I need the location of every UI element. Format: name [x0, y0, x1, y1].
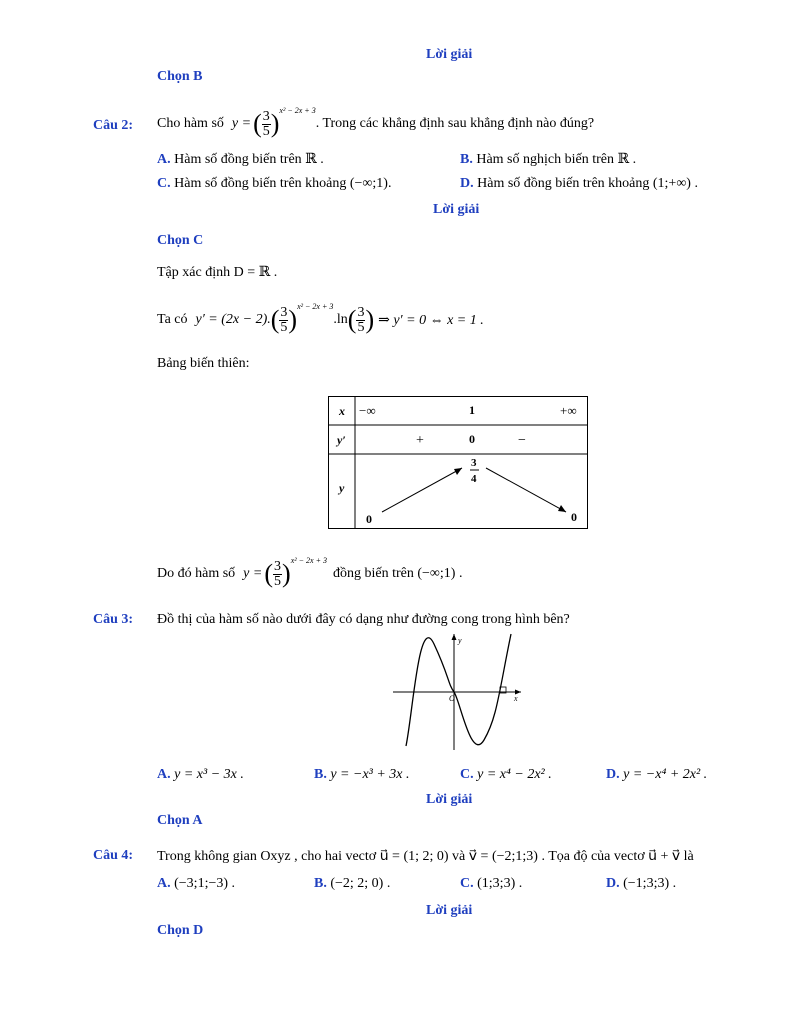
conclusion-text: đồng biến trên (−∞;1) . — [332, 566, 463, 581]
derivative-text: Ta có — [157, 312, 188, 327]
base-fraction: $\frac{3}{5}$ — [274, 558, 282, 589]
decreasing-arrow — [486, 468, 566, 512]
derivative-result: ⇒ y′ = 0 ⇔ x = 1 . — [378, 312, 484, 328]
conclusion-text: Do đó hàm số — [157, 566, 236, 581]
conclusion-line — [157, 553, 462, 595]
exponent: x² − 2x + 3 — [279, 105, 316, 115]
answer-choice: Chọn B — [157, 69, 203, 84]
paren-close: ) — [365, 305, 375, 334]
exponent: x² − 2x + 3 — [297, 301, 334, 311]
paren-open: ( — [253, 109, 262, 138]
option-d: D. Hàm số đồng biến trên khoảng (1;+∞) . — [460, 176, 698, 191]
paren-close: ) — [282, 559, 291, 588]
option-b: B. y = −x³ + 3x . — [314, 767, 410, 782]
y-max-denominator: 4 — [471, 473, 477, 485]
option-b: B. (−2; 2; 0) . — [314, 876, 391, 891]
option-a: A. Hàm số đồng biến trên ℝ . — [157, 152, 324, 167]
answer-choice: Chọn D — [157, 923, 204, 938]
question-text: Đồ thị của hàm số nào dưới đây có dạng như đường cong trong hình bên? — [157, 612, 570, 627]
sign-zero: 0 — [469, 432, 475, 446]
y-axis-arrow — [452, 634, 457, 640]
question-label: Câu 3: — [93, 612, 134, 627]
solution-heading: Lời giải — [426, 792, 473, 807]
exponent: x² − 2x + 3 — [290, 555, 327, 565]
derivative-text: .ln — [333, 312, 348, 327]
option-a: A. (−3;1;−3) . — [157, 876, 236, 891]
y-right-value: 0 — [571, 510, 577, 524]
x-value: −∞ — [359, 403, 376, 418]
y-left-value: 0 — [366, 512, 372, 526]
x-value: 1 — [469, 403, 475, 417]
option-c: C. (1;3;3) . — [460, 876, 523, 891]
answer-choice: Chọn A — [157, 813, 203, 828]
option-d: D. (−1;3;3) . — [606, 876, 677, 891]
x-value: +∞ — [560, 403, 577, 418]
y-axis-label: y — [458, 636, 462, 645]
question-label: Câu 4: — [93, 848, 134, 863]
x-axis-label: x — [514, 694, 518, 703]
option-d: D. y = −x⁴ + 2x² . — [606, 767, 708, 782]
base-fraction: $\frac{3}{5}$ — [262, 108, 270, 139]
function-lhs: y = — [243, 566, 263, 581]
row-label-y: y — [339, 481, 345, 495]
variation-table — [328, 396, 588, 530]
row-label-yprime: y′ — [337, 433, 346, 447]
paren-open: ( — [270, 305, 280, 334]
sign-plus: + — [416, 433, 424, 448]
option-c: C. y = x⁴ − 2x² . — [460, 767, 552, 782]
derivative-expr: y′ = (2x − 2). — [195, 312, 271, 327]
solution-heading: Lời giải — [433, 202, 480, 217]
option-b: B. Hàm số nghịch biến trên ℝ . — [460, 152, 637, 167]
paren-open: ( — [347, 305, 357, 334]
question-2-text — [157, 104, 594, 144]
base-fraction: $\frac{3}{5}$ — [357, 304, 365, 335]
base-fraction: $\frac{3}{5}$ — [280, 304, 288, 335]
solution-heading: Lời giải — [426, 47, 473, 62]
function-graph — [393, 632, 523, 750]
option-a: A. y = x³ − 3x . — [157, 767, 244, 782]
question-text: Trong không gian Oxyz , cho hai vectơ u⃗ = (1; 2; 0) và v⃗ = (−2;1;3) . Tọa độ của vectơ u⃗ + v⃗ là — [157, 849, 694, 864]
sign-minus: − — [518, 433, 526, 448]
question-text: . Trong các khẳng định sau khẳng định nào đúng? — [315, 116, 595, 131]
row-label-x: x — [339, 404, 345, 418]
question-text: Cho hàm số — [157, 116, 224, 131]
cubic-curve — [406, 634, 511, 746]
function-lhs: y = — [231, 116, 252, 131]
increasing-arrow — [382, 468, 462, 512]
paren-close: ) — [288, 305, 298, 334]
origin-label: O — [449, 694, 455, 703]
question-label: Câu 2: — [93, 118, 134, 133]
paren-open: ( — [264, 559, 274, 588]
domain-line: Tập xác định D = ℝ . — [157, 265, 278, 280]
derivative-line — [157, 300, 484, 340]
answer-choice: Chọn C — [157, 233, 204, 248]
option-c: C. Hàm số đồng biến trên khoảng (−∞;1). — [157, 176, 392, 191]
solution-heading: Lời giải — [426, 903, 473, 918]
y-max-numerator: 3 — [471, 457, 477, 469]
table-title: Bảng biến thiên: — [157, 356, 250, 371]
paren-close: ) — [270, 109, 280, 138]
